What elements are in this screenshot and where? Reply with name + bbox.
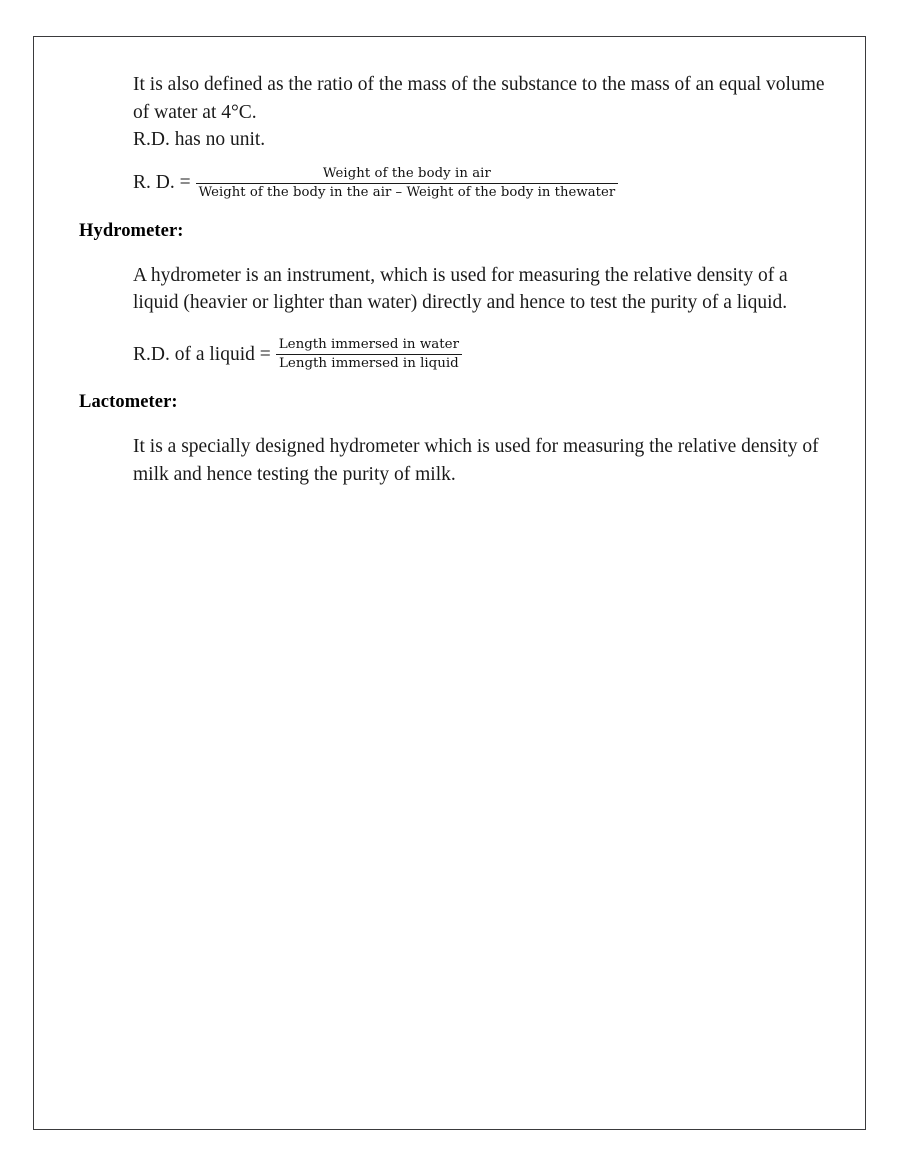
equation-rd-numerator: Weight of the body in air (322, 165, 491, 181)
hydrometer-paragraph: A hydrometer is an instrument, which is used for measuring the relative density of a liquid (heavier or lighter than water) directly and hence to test the purity of a liquid. (133, 264, 788, 314)
no-unit-line: R.D. has no unit. (133, 129, 266, 150)
spacer (79, 201, 832, 218)
spacer (79, 372, 832, 389)
lactometer-paragraph: It is a specially designed hydrometer which is used for measuring the relative density of milk and hence testing the purity of milk. (133, 436, 819, 485)
fraction-bar (276, 354, 462, 355)
equation-rd-fraction (196, 166, 619, 201)
equation-relative-density (79, 166, 832, 201)
equation-liquid-lhs: R.D. of a liquid = (133, 343, 271, 365)
page-border-frame (33, 36, 866, 1130)
spacer (79, 416, 832, 433)
intro-paragraph: It is also defined as the ratio of the mass of the substance to the mass of an equal volume of water at 4°C. (133, 74, 825, 123)
spacer (79, 154, 832, 166)
equation-rd-denominator: Weight of the body in the air – Weight of the body in thewater (198, 184, 616, 200)
spacer (79, 317, 832, 337)
lactometer-heading: Lactometer: (79, 392, 178, 413)
fraction-bar (196, 183, 619, 184)
equation-liquid-denominator: Length immersed in liquid (279, 356, 459, 372)
equation-liquid-fraction (276, 337, 462, 373)
hydrometer-heading: Hydrometer: (79, 220, 184, 241)
spacer (79, 245, 832, 262)
equation-liquid-numerator: Length immersed in water (278, 336, 459, 352)
equation-liquid-relative-density (79, 337, 832, 373)
page-content-area (34, 37, 865, 1129)
equation-rd-lhs: R. D. = (133, 172, 191, 194)
